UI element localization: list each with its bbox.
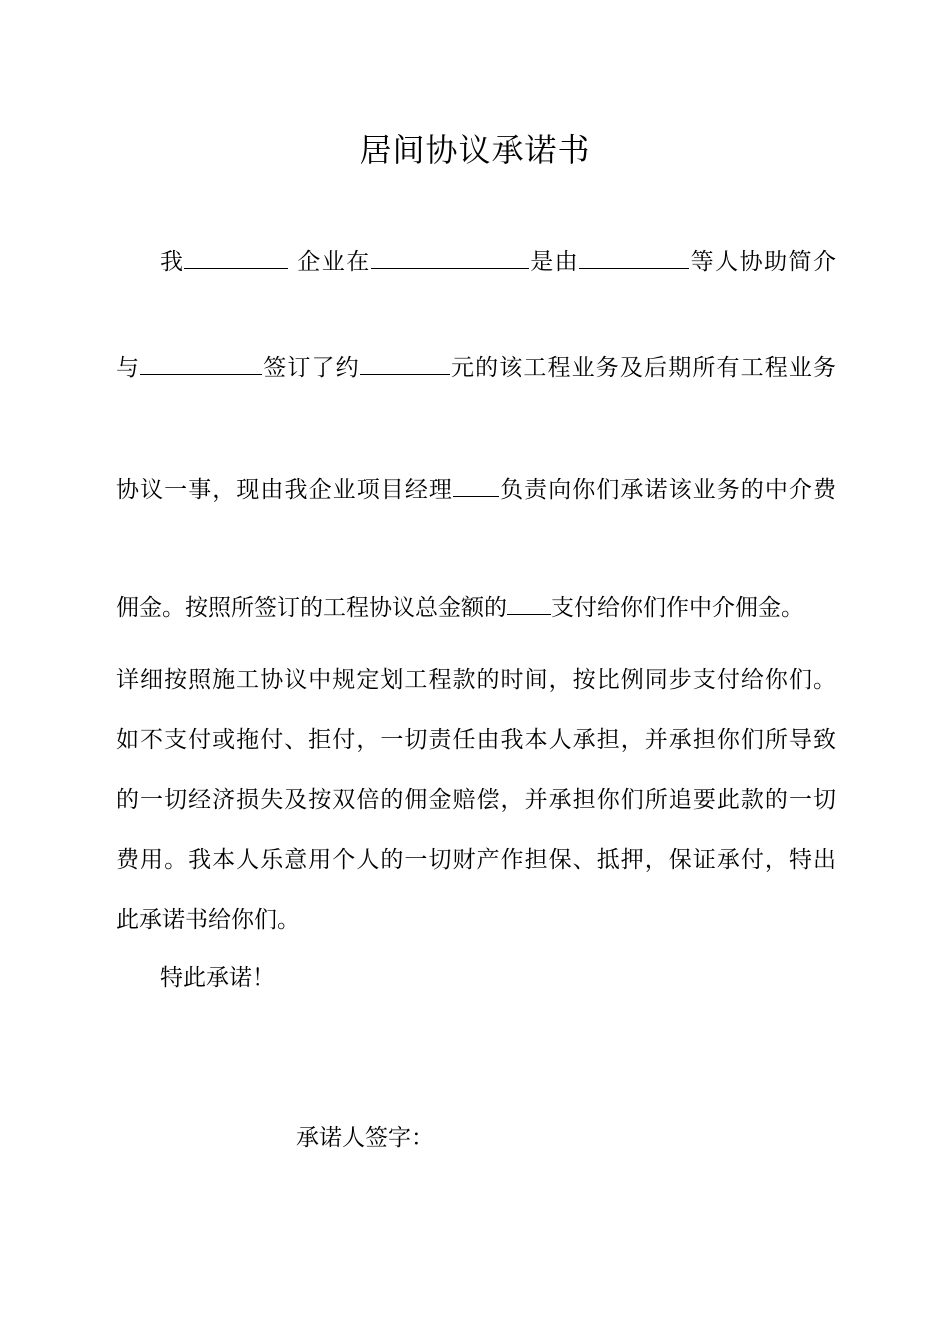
signature-label: 承诺人签字： [296, 1125, 434, 1151]
paragraph-line-5: 详细按照施工协议中规定划工程款的时间，按比例同步支付给你们。 [116, 667, 836, 693]
text-segment: 负责向你们承诺该业务的中介费 [499, 477, 837, 503]
paragraph-line-7: 的一切经济损失及按双倍的佣金赔偿，并承担你们所追要此款的一切 [116, 787, 836, 813]
text-segment: 协议一事，现由我企业项目经理 [116, 477, 453, 503]
paragraph-line-2 [116, 352, 836, 384]
text-segment: 等人协助简介 [689, 249, 837, 275]
fill-blank-manager [453, 476, 499, 497]
text-segment: 签订了约 [262, 355, 360, 381]
text-segment: 元的该工程业务及后期所有工程业务 [449, 355, 837, 381]
fill-blank-company [184, 248, 288, 269]
paragraph-line-3 [116, 474, 836, 506]
text-segment: 是由 [528, 249, 580, 275]
paragraph-line-9: 此承诺书给你们。 [116, 907, 300, 933]
text-segment: 佣金。按照所签订的工程协议总金额的 [116, 595, 507, 621]
fill-blank-location [371, 248, 529, 269]
paragraph-line-1 [160, 246, 836, 278]
text-segment: 我 [160, 249, 185, 275]
fill-blank-party [140, 354, 262, 375]
paragraph-line-6: 如不支付或拖付、拒付，一切责任由我本人承担，并承担你们所导致 [116, 727, 836, 753]
document-title: 居间协议承诺书 [359, 131, 591, 169]
fill-blank-percentage [507, 594, 551, 615]
text-segment: 支付给你们作中介佣金。 [551, 595, 804, 621]
text-segment: 企业在 [288, 249, 371, 275]
text-segment: 与 [116, 355, 141, 381]
closing-statement: 特此承诺！ [160, 965, 275, 991]
paragraph-line-8: 费用。我本人乐意用个人的一切财产作担保、抵押，保证承付，特出 [116, 847, 836, 873]
paragraph-line-4 [116, 592, 836, 624]
fill-blank-amount [360, 354, 450, 375]
fill-blank-intermediary [579, 248, 689, 269]
